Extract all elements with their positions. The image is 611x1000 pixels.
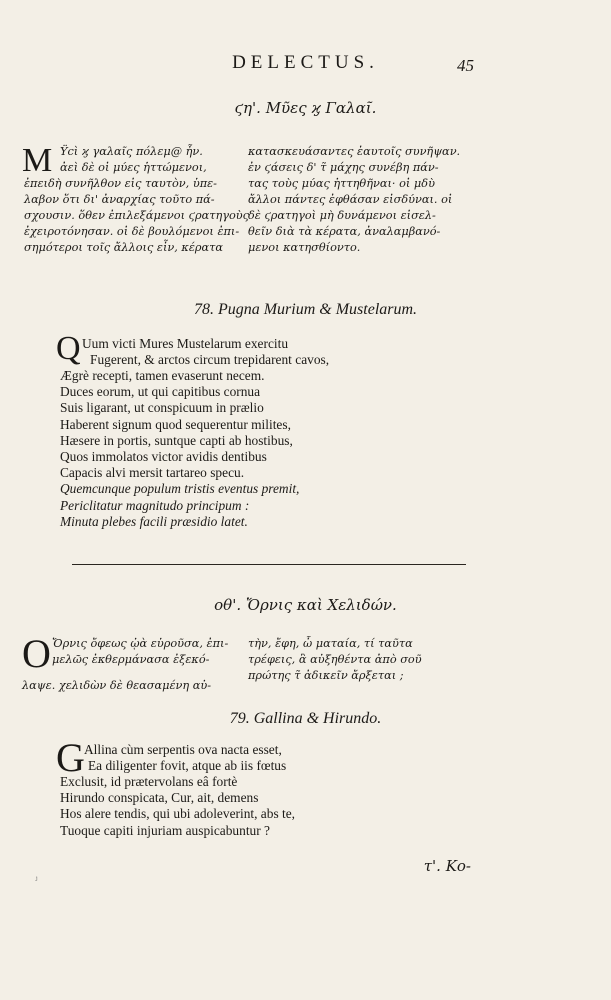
verse-line: Hirundo conspicata, Cur, ait, demens [60, 790, 259, 806]
fable-79-greek-title: Ὄρνις καὶ Χελιδών. [245, 596, 397, 614]
margin-mark: ⱼ [35, 872, 38, 883]
verse-line: Suis ligarant, ut conspicuum in prælio [60, 400, 264, 416]
greek-line: δὲ ϛρατηγοὶ μὴ δυνάμενοι εἰσελ- [248, 209, 436, 222]
fable-79-greek-heading [0, 596, 611, 614]
greek-line: λαψε. χελιδὼν δὲ θεασαμένη αὐ- [22, 679, 212, 692]
verse-line: Allina cùm serpentis ova nacta esset, [84, 742, 282, 757]
fable-78-latin-dropcap: Q [56, 330, 81, 367]
catchword: τ'. Κο- [423, 857, 471, 875]
greek-line: ἄλλοι πάντες ἐφθάσαν εἰσδύναι. οἱ [248, 193, 453, 206]
greek-line: ἐπειδὴ συνῆλθον εἰς ταυτὸν, ὑπε- [24, 177, 218, 190]
fable-79-verse-cont [60, 774, 295, 839]
greek-line: σχουσιν. ὅθεν ἐπιλεξάμενοι ϛρατηγοὺς [24, 209, 249, 222]
greek-line: Ὄρνις ὄφεως ᾠὰ εὑροῦσα, ἐπι- [52, 637, 229, 650]
fable-78-latin-title: 78. Pugna Murium & Mustelarum. [193, 301, 418, 318]
fable-78-greek-left-column [60, 144, 207, 176]
verse-line: Quos immolatos victor avidis dentibus [60, 449, 267, 465]
greek-line: ἐχειροτόνησαν. οἱ δὲ βουλόμενοι ἐπι- [24, 225, 240, 238]
fable-78-greek-number: ϛη'. [234, 99, 261, 117]
verse-line: Haberent signum quod sequerentur milites, [60, 416, 291, 432]
fable-78-verse-cont [60, 368, 299, 530]
fable-79-greek-left-column [52, 636, 228, 668]
moral-line: Minuta plebes facili præsidio latet. [60, 513, 248, 529]
section-divider [72, 564, 466, 565]
greek-line: πρώτης τ̃ ἀδικεῖν ἄρξεται ; [248, 669, 404, 682]
greek-line: κατασκευάσαντες ἑαυτοῖς συνῆψαν. [248, 145, 461, 158]
verse-line: Ea diligenter fovit, atque ab iis fœtus [88, 758, 287, 774]
greek-line: λαβον ὅτι δι' ἀναρχίας τοῦτο πά- [24, 193, 215, 206]
greek-line: Ϋϲὶ ϗ γαλαῖς πόλεμ@ ἦν. [60, 145, 203, 158]
fable-78-greek-dropcap: M [22, 142, 53, 179]
moral-line: Periclitatur magnitudo principum : [60, 497, 250, 513]
greek-line: ἀεὶ δὲ οἱ μύες ἡττώμενοι, [60, 161, 207, 174]
verse-line: Fugerent, & arctos circum trepidarent cavos, [90, 352, 330, 368]
fable-78-greek-heading [0, 99, 611, 117]
greek-line: τας τοὺς μύας ἡττηθῆναι· οἱ μδὺ [248, 177, 435, 190]
verse-line: Capacis alvi mersit tartareo specu. [60, 465, 245, 481]
moral-line: Quemcunque populum tristis eventus premit, [60, 481, 300, 497]
fable-79-greek-left-column-cont [22, 678, 211, 694]
fable-79-greek-number: οθ'. [214, 596, 242, 614]
page-header [0, 52, 611, 82]
greek-line: μενοι κατησθίοντο. [248, 241, 361, 254]
verse-line: Hos alere tendis, qui ubi adoleverint, abs te, [60, 806, 296, 822]
fable-79-greek-right-column [248, 636, 422, 684]
greek-line: θεῖν διὰ τὰ κέρατα, ἀναλαμβανό- [248, 225, 441, 238]
fable-79-greek-dropcap: O [22, 631, 51, 676]
verse-line: Tuoque capiti injuriam auspicabuntur ? [60, 822, 270, 838]
fable-79-latin-dropcap: G [56, 735, 85, 780]
greek-line: μελῶς ἐκθερμάνασα ἐξεκό- [52, 653, 210, 666]
verse-line: Ægrè recepti, tamen evaserunt necem. [60, 368, 265, 383]
fable-78-greek-right-column [248, 144, 460, 256]
fable-78-greek-left-column-cont [24, 176, 249, 256]
verse-line: Exclusit, id prætervolans eâ fortè [60, 774, 238, 789]
verse-line: Duces eorum, ut qui capitibus cornua [60, 384, 261, 400]
fable-79-latin-title: 79. Gallina & Hirundo. [229, 710, 382, 727]
greek-line: σημότεροι τοῖς ἄλλοις εἶν, κέρατα [24, 241, 224, 254]
greek-line: τρέφεις, ἃ αὐξηθέντα ἀπὸ σοῦ [248, 653, 422, 666]
greek-line: τὴν, ἔφη, ὦ ματαία, τί ταῦτα [248, 637, 413, 650]
verse-line: Hæsere in portis, suntque capti ab hostibus, [60, 432, 293, 448]
fable-78-verse [82, 336, 329, 368]
fable-79-verse [84, 742, 286, 774]
running-title: DELECTUS. [232, 52, 379, 73]
page-number: 45 [457, 56, 474, 75]
fable-78-greek-title: Μῦες ϗ Γαλαῖ. [265, 99, 377, 117]
greek-line: ἐν ϛάσεις δ' τ̃ μάχης συνέβη πάν- [248, 161, 439, 174]
verse-line: Uum victi Mures Mustelarum exercitu [82, 336, 289, 351]
